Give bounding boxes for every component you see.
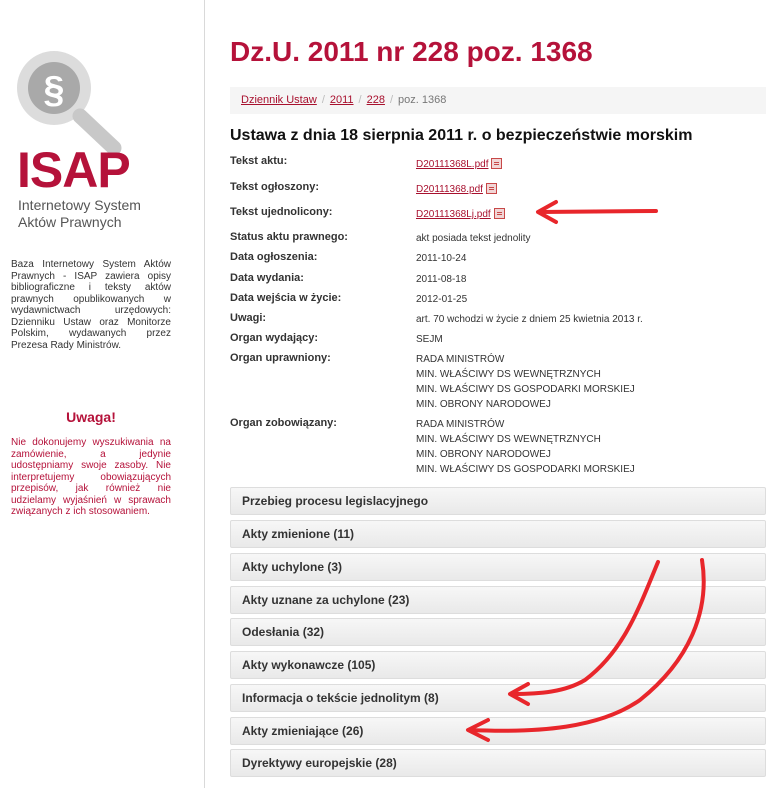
value-data-wydania: 2011-08-18	[416, 274, 467, 285]
label-organ-wydajacy: Organ wydający:	[230, 332, 319, 344]
panel-akty-zmieniajace[interactable]	[230, 717, 766, 745]
breadcrumb	[230, 87, 766, 114]
value-data-wejscia: 2012-01-25	[416, 294, 468, 305]
page-title: Dz.U. 2011 nr 228 poz. 1368	[230, 36, 593, 67]
organ-uprawniony-item: MIN. WŁAŚCIWY DS GOSPODARKI MORSKIEJ	[416, 384, 635, 395]
breadcrumb-dziennik-ustaw[interactable]: Dziennik Ustaw	[241, 94, 317, 106]
value-organ-uprawniony	[416, 352, 635, 412]
breadcrumb-issue[interactable]: 228	[366, 94, 385, 106]
panel-informacja-o-tekscie-jednolitym[interactable]	[230, 684, 766, 712]
panel-label: Akty uchylone (3)	[242, 560, 343, 574]
pdf-link-tekst-ujednolicony[interactable]: D20111368Lj.pdf	[416, 209, 491, 220]
logo-subtitle	[18, 197, 188, 231]
arrow-to-tekst-ujednolicony	[540, 211, 656, 212]
value-tekst-aktu	[416, 157, 502, 172]
label-tekst-aktu: Tekst aktu:	[230, 155, 288, 167]
panel-label: Informacja o tekście jednolitym (8)	[242, 691, 439, 705]
panel-label: Akty zmieniające (26)	[242, 724, 364, 738]
breadcrumb-separator: /	[389, 94, 394, 106]
panel-dyrektywy-europejskie[interactable]	[230, 749, 766, 777]
warning-title: Uwaga!	[66, 409, 116, 425]
label-tekst-ogloszony: Tekst ogłoszony:	[230, 181, 320, 193]
value-status: akt posiada tekst jednolity	[416, 233, 531, 244]
pdf-icon[interactable]	[486, 183, 497, 194]
panel-label: Akty wykonawcze (105)	[242, 658, 376, 672]
label-organ-zobowiazany: Organ zobowiązany:	[230, 417, 337, 429]
panel-label: Odesłania (32)	[242, 625, 325, 639]
label-uwagi: Uwagi:	[230, 312, 267, 324]
pdf-icon[interactable]	[491, 158, 502, 169]
pdf-icon[interactable]	[494, 208, 505, 219]
label-data-wydania: Data wydania:	[230, 272, 304, 284]
panel-label: Przebieg procesu legislacyjnego	[242, 494, 429, 508]
arrow-head	[538, 202, 556, 222]
breadcrumb-separator: /	[321, 94, 325, 106]
panel-akty-uznane-za-uchylone[interactable]	[230, 586, 766, 614]
value-data-ogloszenia: 2011-10-24	[416, 253, 467, 264]
panel-przebieg-procesu[interactable]	[230, 487, 766, 515]
label-data-ogloszenia: Data ogłoszenia:	[230, 251, 318, 263]
organ-uprawniony-item: MIN. WŁAŚCIWY DS WEWNĘTRZNYCH	[416, 369, 601, 380]
breadcrumb-year[interactable]: 2011	[329, 94, 354, 106]
logo-subtitle-line1: Internetowy System	[18, 197, 141, 213]
label-organ-uprawniony: Organ uprawniony:	[230, 352, 331, 364]
panel-label: Dyrektywy europejskie (28)	[242, 756, 397, 770]
panel-akty-uchylone[interactable]	[230, 553, 766, 581]
value-uwagi: art. 70 wchodzi w życie z dniem 25 kwietnia 2013 r.	[416, 314, 643, 325]
breadcrumb-current: poz. 1368	[398, 94, 447, 106]
pdf-link-tekst-aktu[interactable]: D20111368L.pdf	[416, 159, 489, 170]
sidebar	[0, 0, 205, 788]
label-data-wejscia: Data wejścia w życie:	[230, 292, 342, 304]
logo-text: ISAP	[17, 142, 130, 198]
organ-zobowiazany-item: MIN. WŁAŚCIWY DS WEWNĘTRZNYCH	[416, 434, 601, 445]
value-tekst-ujednolicony	[416, 207, 505, 222]
value-organ-zobowiazany	[416, 417, 635, 477]
organ-zobowiazany-item: RADA MINISTRÓW	[416, 419, 505, 430]
organ-uprawniony-item: RADA MINISTRÓW	[416, 354, 505, 365]
value-organ-wydajacy: SEJM	[416, 334, 443, 345]
breadcrumb-separator: /	[358, 94, 362, 106]
panel-akty-zmienione[interactable]	[230, 520, 766, 548]
label-tekst-ujednolicony: Tekst ujednolicony:	[230, 206, 333, 218]
warning-text: Nie dokonujemy wyszukiwania na zamówienie, a jedynie udostępniamy swoje zasoby. Nie interpretujemy obowiązujących przepisów, jak również nie udzielamy wyjaśnień w sprawach związanych z ich stosowaniem.	[11, 437, 171, 517]
organ-zobowiazany-item: MIN. WŁAŚCIWY DS GOSPODARKI MORSKIEJ	[416, 464, 635, 475]
panel-label: Akty zmienione (11)	[242, 527, 355, 541]
organ-uprawniony-item: MIN. OBRONY NARODOWEJ	[416, 399, 551, 410]
panel-label: Akty uznane za uchylone (23)	[242, 593, 410, 607]
about-text: Baza Internetowy System Aktów Prawnych - ISAP zawiera opisy bibliograficzne i teksty aktów prawnych opublikowanych w wydawnictwach urzędowych: Dzienniku Ustaw oraz Monitorze Polskim, wydawanych przez Prezesa Rady Ministrów.	[11, 259, 171, 351]
logo-subtitle-line2: Aktów Prawnych	[18, 214, 122, 230]
svg-text:§: §	[43, 69, 65, 111]
label-status: Status aktu prawnego:	[230, 231, 348, 243]
panel-akty-wykonawcze[interactable]	[230, 651, 766, 679]
organ-zobowiazany-item: MIN. OBRONY NARODOWEJ	[416, 449, 551, 460]
panel-odeslania[interactable]	[230, 618, 766, 646]
pdf-link-tekst-ogloszony[interactable]: D20111368.pdf	[416, 184, 483, 195]
value-tekst-ogloszony	[416, 182, 497, 197]
act-title: Ustawa z dnia 18 sierpnia 2011 r. o bezpieczeństwie morskim	[230, 127, 693, 144]
